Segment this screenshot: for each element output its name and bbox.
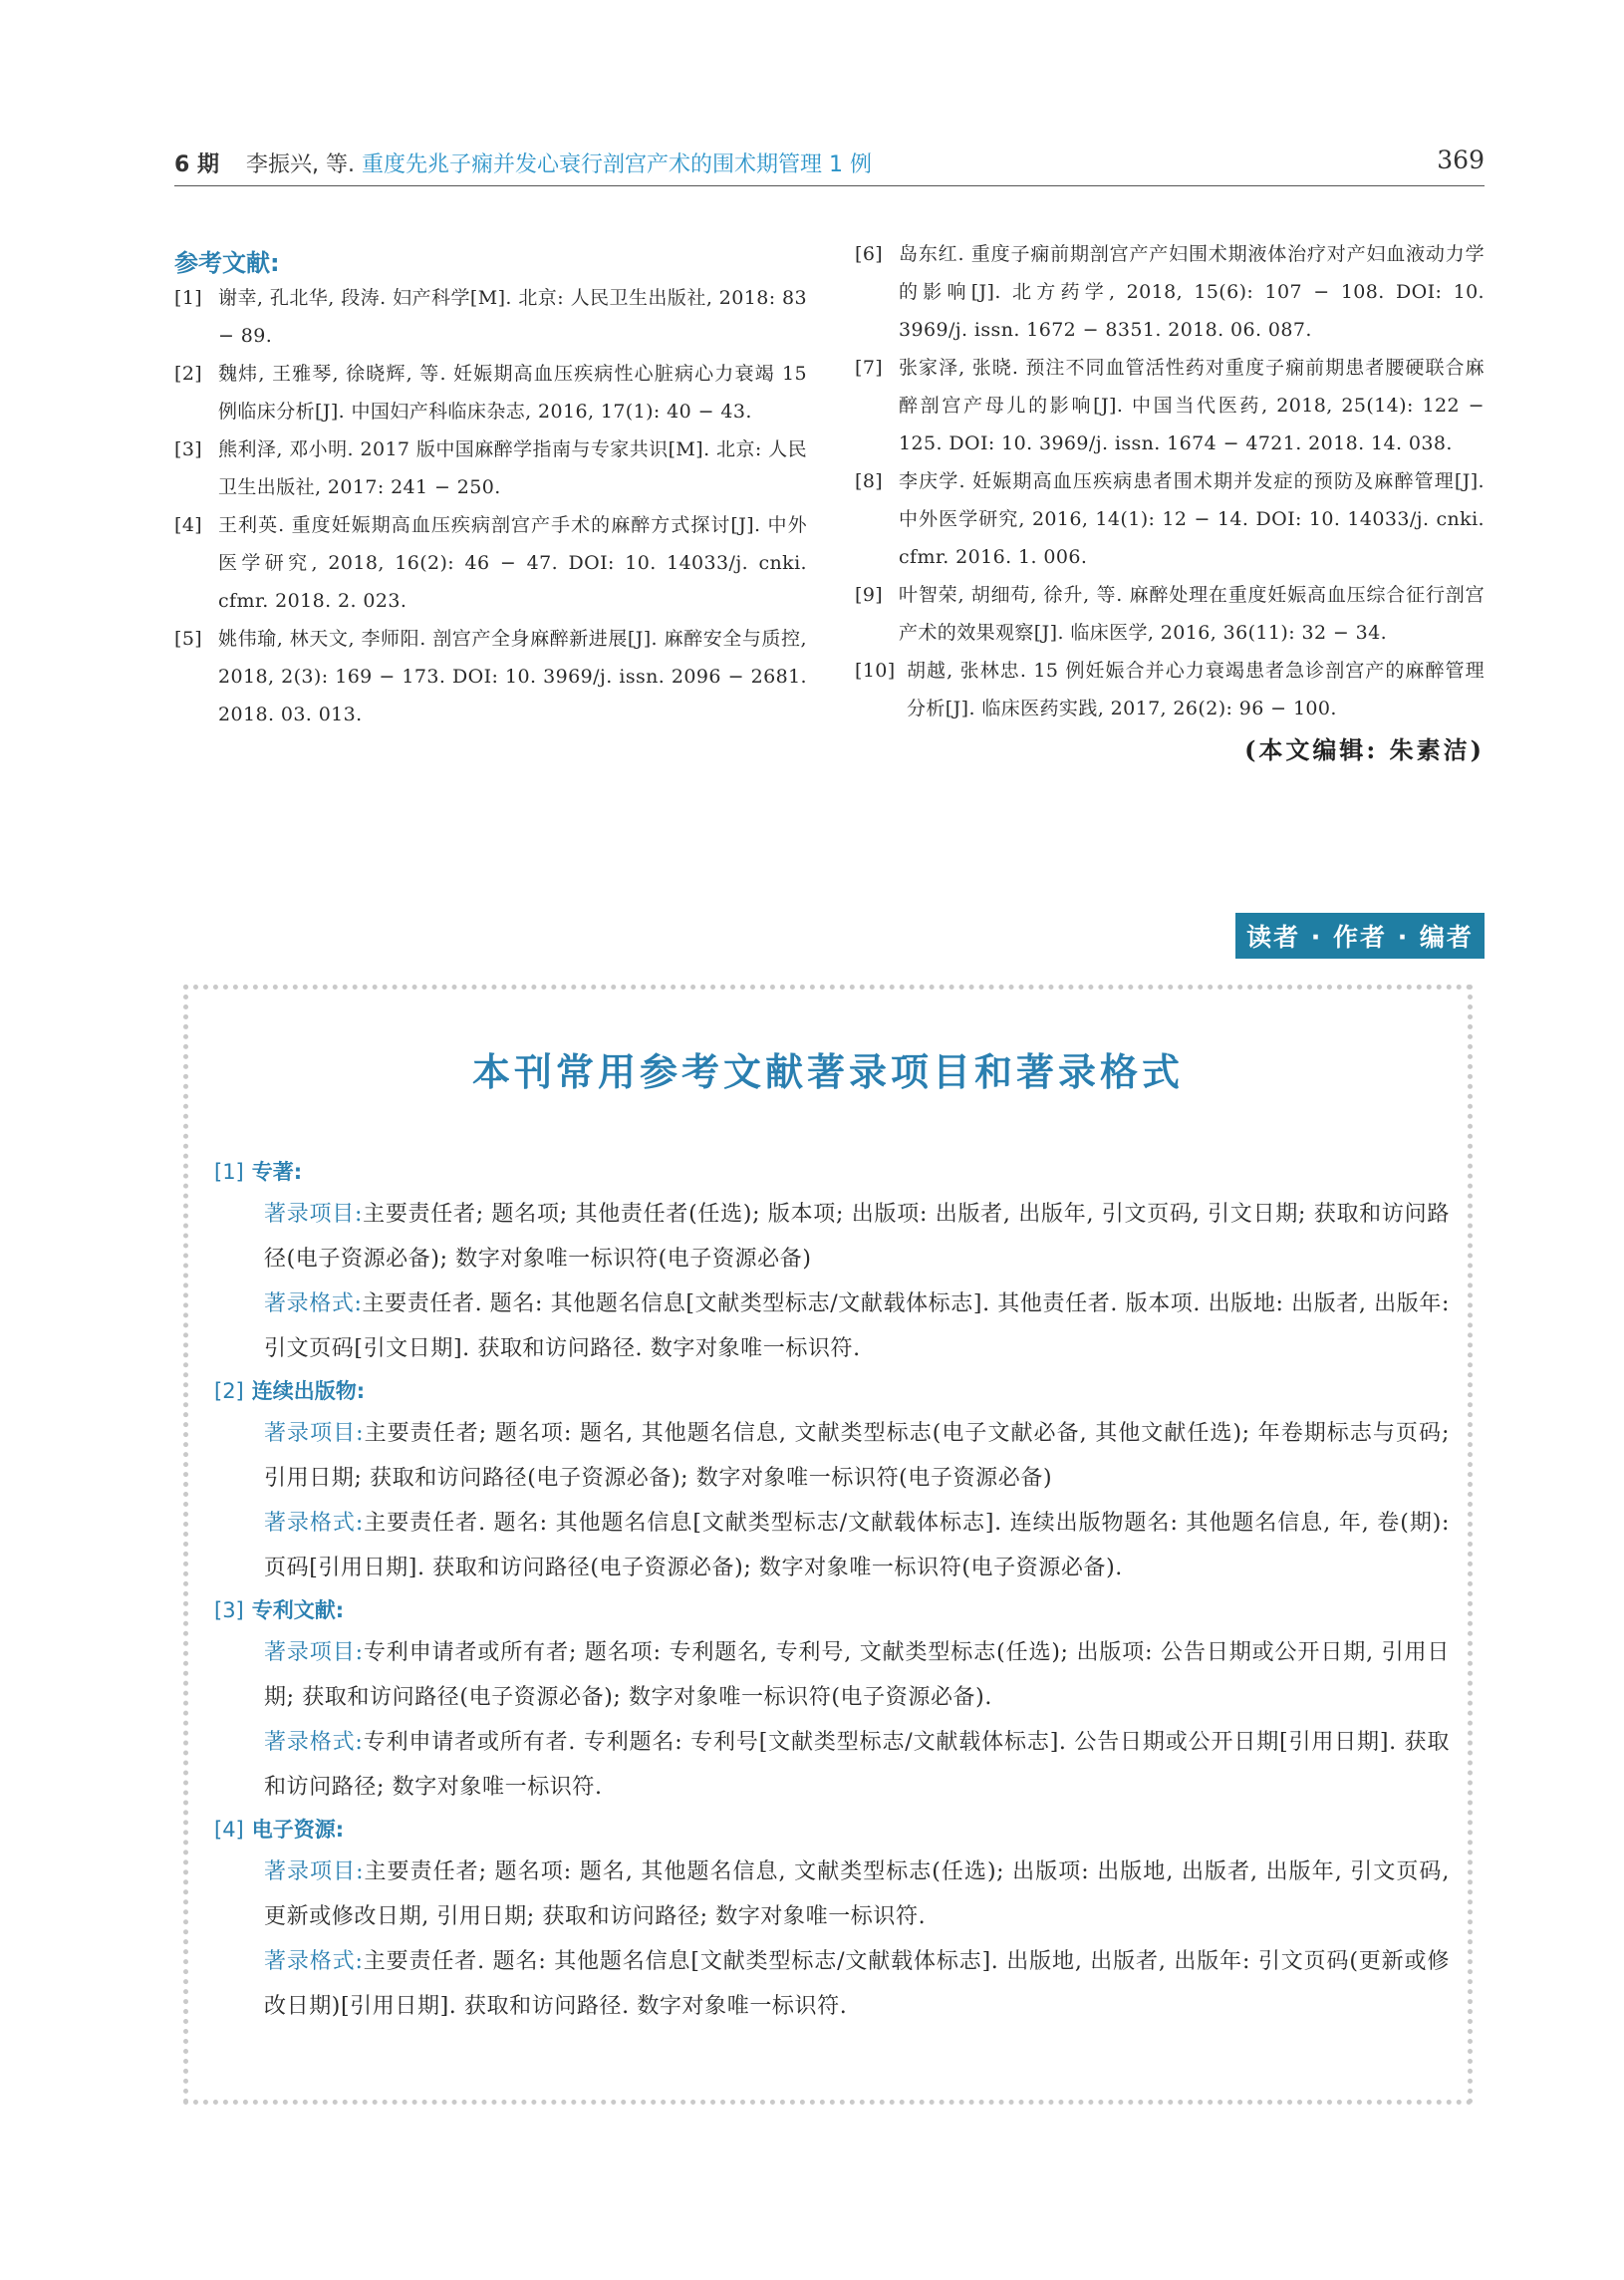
section-items: 著录项目:主要责任者; 题名项: 题名, 其他题名信息, 文献类型标志(任选); 出版项: 出版地, 出版者, 出版年, 引文页码, 更新或修改日期, 引用日期; 获取和访问路径; 数字对象唯一标识符.: [264, 1859, 1450, 1929]
reference-item: [4] 王利英. 重度妊娠期高血压疾病剖宫产手术的麻醉方式探讨[J]. 中外医学研究, 2018, 16(2): 46 − 47. DOI: 10. 14033/j. cnki. cfmr. 2018. 2. 023.: [174, 514, 807, 612]
section-heading: [3] 专利文献:: [214, 1598, 345, 1622]
section-format: 著录格式:主要责任者. 题名: 其他题名信息[文献类型标志/文献载体标志]. 连续出版物题名: 其他题名信息, 年, 卷(期): 页码[引用日期]. 获取和访问路径(电子资源必备); 数字对象唯一标识符(电子资源必备).: [264, 1511, 1450, 1580]
reference-item: [2] 魏炜, 王雅琴, 徐晓辉, 等. 妊娠期高血压疾病性心脏病心力衰竭 15 例临床分析[J]. 中国妇产科临床杂志, 2016, 17(1): 40 − 43.: [174, 363, 807, 423]
page-number: 369: [1437, 145, 1485, 174]
section-items: 著录项目:主要责任者; 题名项: 题名, 其他题名信息, 文献类型标志(电子文献必备, 其他文献任选); 年卷期标志与页码; 引用日期; 获取和访问路径(电子资源必备); 数字对象唯一标识符(电子资源必备): [264, 1421, 1450, 1491]
section-format: 著录格式:主要责任者. 题名: 其他题名信息[文献类型标志/文献载体标志]. 其他责任者. 版本项. 出版地: 出版者, 出版年: 引文页码[引文日期]. 获取和访问路径. 数字对象唯一标识符.: [264, 1291, 1450, 1361]
reference-item: [8] 李庆学. 妊娠期高血压疾病患者围术期并发症的预防及麻醉管理[J]. 中外医学研究, 2016, 14(1): 12 − 14. DOI: 10. 14033/j. cnki. cfmr. 2016. 1. 006.: [855, 470, 1485, 568]
editor-credit: (本文编辑: 朱素洁): [1244, 735, 1485, 764]
section-heading: [2] 连续出版物:: [214, 1379, 366, 1403]
running-header: [174, 145, 1485, 181]
section-format: 著录格式:主要责任者. 题名: 其他题名信息[文献类型标志/文献载体标志]. 出版地, 出版者, 出版年: 引文页码(更新或修改日期)[引用日期]. 获取和访问路径. 数字对象唯一标识符.: [264, 1949, 1450, 2019]
section-format: 著录格式:专利申请者或所有者. 专利题名: 专利号[文献类型标志/文献载体标志]. 公告日期或公开日期[引用日期]. 获取和访问路径; 数字对象唯一标识符.: [264, 1730, 1450, 1800]
references-column-left: [174, 279, 807, 733]
section-heading: [4] 电子资源:: [214, 1818, 345, 1842]
notice-title: 本刊常用参考文献著录项目和著录格式: [471, 1050, 1184, 1094]
header-divider: [174, 185, 1485, 186]
reference-item: [9] 叶智荣, 胡细苟, 徐升, 等. 麻醉处理在重度妊娠高血压综合征行剖宫产术的效果观察[J]. 临床医学, 2016, 36(11): 32 − 34.: [855, 584, 1485, 644]
header-authors: 李振兴, 等.: [245, 152, 355, 177]
reference-item: [3] 熊利泽, 邓小明. 2017 版中国麻醉学指南与专家共识[M]. 北京: 人民卫生出版社, 2017: 241 − 250.: [174, 438, 807, 498]
section-items: 著录项目:主要责任者; 题名项; 其他责任者(任选); 版本项; 出版项: 出版者, 出版年, 引文页码, 引文日期; 获取和访问路径(电子资源必备); 数字对象唯一标识符(电子资源必备): [264, 1202, 1450, 1272]
reference-item: [6] 岛东红. 重度子痫前期剖宫产产妇围术期液体治疗对产妇血液动力学的影响[J]. 北方药学, 2018, 15(6): 107 − 108. DOI: 10. 3969/j. issn. 1672 − 8351. 2018. 06. 087.: [855, 243, 1485, 341]
reference-item: [7] 张家泽, 张晓. 预注不同血管活性药对重度子痫前期患者腰硬联合麻醉剖宫产母儿的影响[J]. 中国当代医药, 2018, 25(14): 122 − 125. DOI: 10. 3969/j. issn. 1674 − 4721. 2018. 14. 038.: [855, 357, 1485, 454]
column-tag: 读者 · 作者 · 编者: [1235, 913, 1485, 959]
reference-item: [10] 胡越, 张林忠. 15 例妊娠合并心力衰竭患者急诊剖宫产的麻醉管理分析[J]. 临床医药实践, 2017, 26(2): 96 − 100.: [855, 660, 1485, 719]
header-article-title: 重度先兆子痫并发心衰行剖宫产术的围术期管理 1 例: [361, 152, 872, 177]
notice-sections: [214, 1152, 1450, 2029]
section-items: 著录项目:专利申请者或所有者; 题名项: 专利题名, 专利号, 文献类型标志(任选); 出版项: 公告日期或公开日期, 引用日期; 获取和访问路径(电子资源必备); 数字对象唯一标识符(电子资源必备).: [264, 1640, 1450, 1710]
references-heading: 参考文献:: [174, 249, 280, 277]
section-heading: [1] 专著:: [214, 1160, 303, 1184]
references-column-right: [855, 235, 1485, 769]
reference-item: [1] 谢幸, 孔北华, 段涛. 妇产科学[M]. 北京: 人民卫生出版社, 2018: 83 − 89.: [174, 287, 807, 347]
issue-number: 6 期: [174, 152, 219, 177]
reference-item: [5] 姚伟瑜, 林天文, 李师阳. 剖宫产全身麻醉新进展[J]. 麻醉安全与质控, 2018, 2(3): 169 − 173. DOI: 10. 3969/j. issn. 2096 − 2681. 2018. 03. 013.: [174, 628, 807, 725]
